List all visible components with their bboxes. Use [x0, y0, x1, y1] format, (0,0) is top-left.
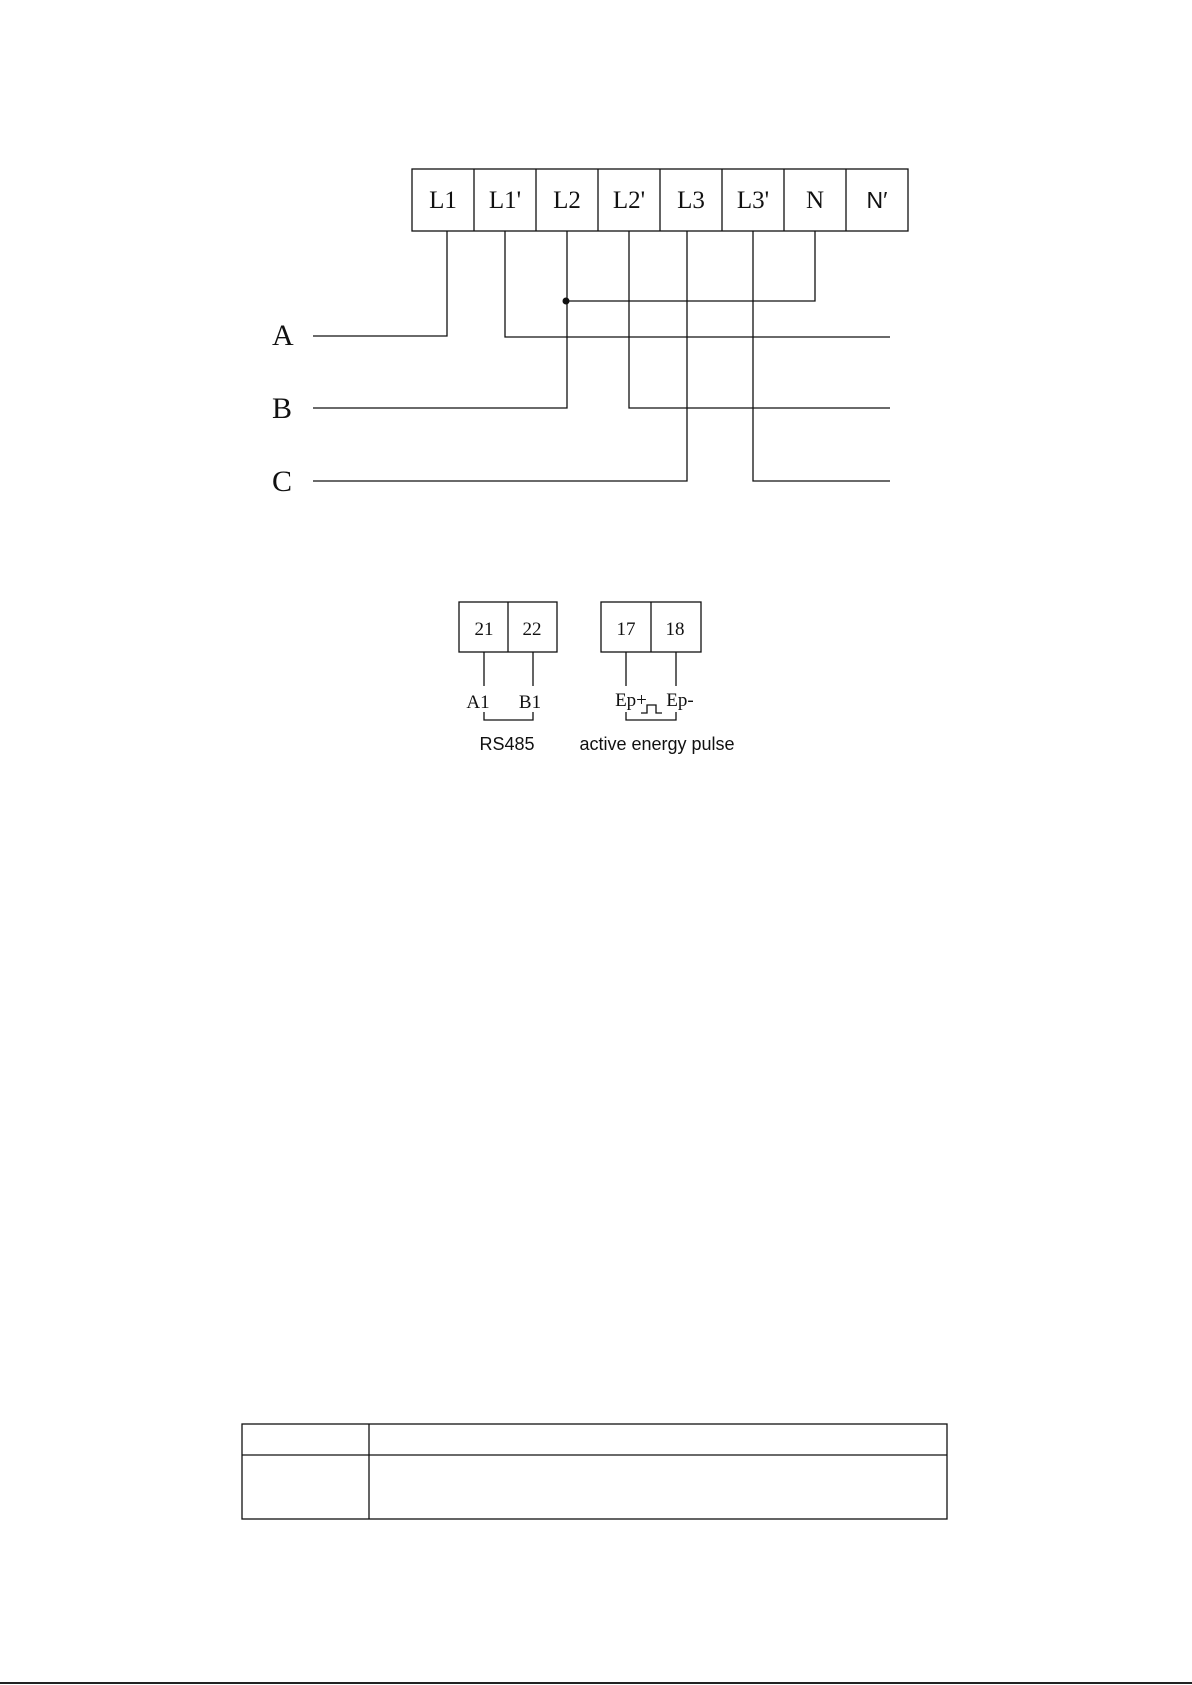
- main-terminal-block: [412, 169, 908, 231]
- terminal-label-l1-prime: L1': [488, 187, 522, 214]
- pulse-bracket: [626, 712, 676, 720]
- terminal-label-n-prime: N′: [866, 187, 888, 213]
- wire-phase-b-out: [629, 231, 890, 408]
- page-bottom-rule: [0, 1682, 1192, 1684]
- phase-labels: [272, 319, 294, 498]
- wire-phase-c-out: [753, 231, 890, 481]
- phase-label-a: A: [272, 319, 294, 352]
- wire-label-ep-plus: Ep+: [615, 690, 647, 711]
- rs485-bracket: [484, 712, 533, 720]
- rs485-caption: RS485: [479, 734, 535, 754]
- terminal-label-n: N: [805, 187, 825, 214]
- pulse-labels: [579, 619, 734, 754]
- phase-label-b: B: [272, 392, 293, 425]
- wire-label-b1: B1: [518, 692, 542, 713]
- wire-phase-a-in: [313, 231, 447, 336]
- table-outline: [242, 1424, 947, 1519]
- empty-table: [242, 1424, 947, 1519]
- terminal-label-l2-prime: L2': [612, 187, 646, 214]
- wire-phase-a-out: [505, 231, 890, 337]
- terminal-label-l3-prime: L3': [736, 187, 770, 214]
- phase-label-c: C: [272, 465, 293, 498]
- terminal-label-l1: L1: [429, 187, 457, 214]
- terminal-label-21: 21: [474, 619, 494, 640]
- rs485-labels: [466, 619, 541, 754]
- wire-phase-c-in: [313, 231, 687, 481]
- wire-label-ep-minus: Ep-: [666, 690, 694, 711]
- junction-dot: [563, 298, 570, 305]
- terminal-label-22: 22: [522, 619, 542, 640]
- wire-neutral: [566, 231, 815, 301]
- wire-label-a1: A1: [466, 692, 490, 713]
- terminal-label-17: 17: [616, 619, 636, 640]
- pulse-caption: active energy pulse: [579, 734, 735, 754]
- terminal-label-l3: L3: [677, 187, 705, 214]
- wire-phase-b-in: [313, 231, 567, 408]
- terminal-label-l2: L2: [553, 187, 581, 214]
- terminal-label-18: 18: [665, 619, 685, 640]
- main-wiring: [313, 231, 890, 481]
- main-terminal-labels: [429, 187, 887, 214]
